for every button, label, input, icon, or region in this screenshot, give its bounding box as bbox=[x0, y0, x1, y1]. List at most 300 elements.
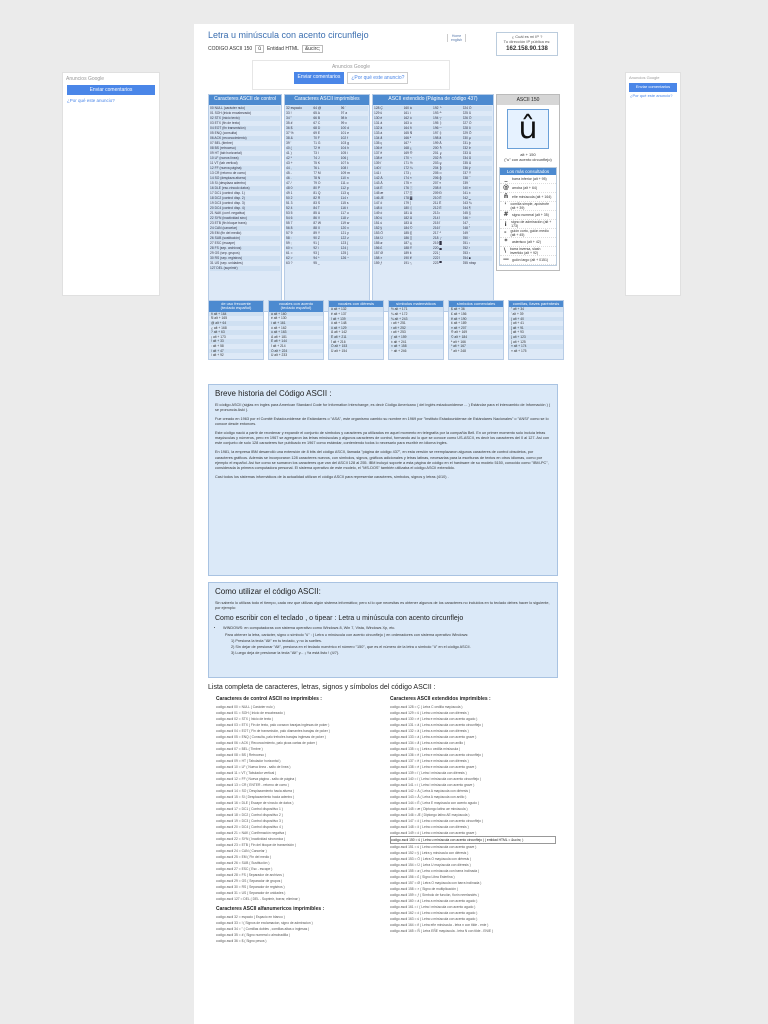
table-row[interactable]: 60 < bbox=[286, 246, 313, 251]
table-row[interactable]: 94 ^ bbox=[313, 256, 340, 261]
table-row[interactable]: ü alt + 129 bbox=[329, 326, 383, 331]
table-row[interactable]: 167 º bbox=[403, 140, 412, 145]
table-row[interactable]: 250 · bbox=[463, 236, 493, 241]
table-row[interactable]: 178 ▓ bbox=[404, 196, 434, 201]
table-row[interactable]: 46 . bbox=[286, 176, 313, 181]
table-row[interactable]: « alt + 174 bbox=[509, 344, 563, 349]
table-row[interactable]: 01 SOH (inicio encabezado) bbox=[210, 110, 252, 115]
list-item[interactable]: codigo ascii 05 = ENQ ( Consulta, palo treboles barajas inglesas de poker ) bbox=[216, 735, 326, 739]
table-row[interactable]: ) alt + 41 bbox=[511, 321, 524, 326]
table-row[interactable]: 50 2 bbox=[286, 196, 313, 201]
table-row[interactable]: 213 ı bbox=[433, 210, 441, 215]
table-row[interactable]: 92 \ bbox=[313, 246, 340, 251]
table-row[interactable]: Á alt + 181 bbox=[271, 334, 287, 339]
list-item[interactable]: codigo ascii 142 = Ä ( Letra A mayúscula con diéresis ) bbox=[390, 789, 470, 793]
table-row[interactable]: ] alt + 93 bbox=[511, 330, 524, 335]
list-item[interactable]: codigo ascii 159 = ƒ ( Símbolo de función, florín neerlandés ) bbox=[390, 893, 479, 897]
html-entity-box[interactable]: &ucirc; bbox=[302, 45, 323, 53]
table-row[interactable]: 131 â bbox=[374, 120, 383, 125]
table-row[interactable]: 76 L bbox=[313, 166, 340, 171]
table-row[interactable]: Ï alt + 216 bbox=[331, 339, 346, 344]
list-item[interactable]: codigo ascii 160 = á ( Letra a minúscula con acento agudo ) bbox=[390, 899, 478, 903]
table-row[interactable]: 194 ┬ bbox=[433, 116, 463, 121]
table-row[interactable]: 127 DEL (suprimir) bbox=[210, 266, 280, 271]
list-item[interactable]: codigo ascii 30 = RS ( Separador de registros ) bbox=[216, 885, 285, 889]
table-row[interactable]: 150 û bbox=[374, 216, 404, 221]
table-row[interactable]: 05 ENQ (consulta) bbox=[210, 130, 238, 135]
table-row[interactable]: 247 ¸ bbox=[462, 220, 471, 225]
table-row[interactable]: 161 í bbox=[403, 110, 411, 115]
table-row[interactable]: ® alt + 169 bbox=[451, 330, 468, 335]
table-row[interactable]: 135 ç bbox=[374, 140, 383, 145]
most-consulted-item[interactable] bbox=[500, 211, 556, 220]
table-row[interactable]: 197 ┼ bbox=[433, 130, 442, 135]
list-item[interactable]: codigo ascii 131 = â ( Letra a minúscula con acento circunflejo ) bbox=[390, 723, 484, 727]
list-item[interactable]: codigo ascii 143 = Å ( Letra A mayúscula con anillo ) bbox=[390, 795, 467, 799]
table-row[interactable]: ± alt + 241 bbox=[391, 339, 407, 344]
table-row[interactable]: 210 Ê bbox=[433, 196, 463, 201]
table-row[interactable]: 113 q bbox=[340, 190, 349, 195]
list-item[interactable]: codigo ascii 156 = £ ( Signo Libra Esterlina ) bbox=[390, 875, 455, 879]
table-row[interactable]: 53 5 bbox=[286, 210, 293, 215]
table-row[interactable]: 222 Ì bbox=[433, 256, 463, 261]
table-row[interactable]: 125 } bbox=[340, 250, 349, 255]
table-row[interactable]: 52 4 bbox=[286, 206, 313, 211]
table-row[interactable]: 112 p bbox=[341, 186, 368, 191]
table-row[interactable]: Ë alt + 211 bbox=[329, 335, 383, 340]
table-row[interactable]: 36 $ bbox=[286, 126, 313, 131]
list-item[interactable]: codigo ascii 13 = CR ( ENTER - retorno de carro ) bbox=[216, 783, 289, 787]
table-row[interactable]: é alt + 130 bbox=[271, 316, 287, 321]
table-row[interactable]: 226 Ô bbox=[463, 116, 493, 121]
table-row[interactable]: 221 ¦ bbox=[433, 250, 441, 255]
table-row[interactable]: 90 Z bbox=[313, 236, 340, 241]
table-row[interactable]: 235 Ù bbox=[462, 160, 472, 165]
table-row[interactable]: 75 K bbox=[313, 160, 321, 165]
list-item[interactable]: codigo ascii 18 = DC2 ( Control dispositivo 2 ) bbox=[216, 813, 283, 817]
table-row[interactable]: 212 È bbox=[433, 206, 463, 211]
list-item[interactable]: codigo ascii 153 = Ö ( Letra O mayúscula con diéresis ) bbox=[390, 857, 472, 861]
table-row[interactable]: 31 US (sep. unidades) bbox=[210, 260, 243, 265]
most-consulted-item[interactable] bbox=[500, 238, 556, 247]
table-row[interactable]: 148 ö bbox=[374, 206, 404, 211]
table-row[interactable]: 114 r bbox=[341, 196, 368, 201]
table-row[interactable]: 33 ! bbox=[286, 110, 292, 115]
table-row[interactable]: 171 ½ bbox=[403, 160, 413, 165]
table-row[interactable]: 122 z bbox=[341, 236, 368, 241]
table-row[interactable]: É alt + 144 bbox=[269, 339, 323, 344]
table-row[interactable]: 153 Ö bbox=[374, 230, 383, 235]
table-row[interactable]: 51 3 bbox=[286, 200, 293, 205]
table-row[interactable]: 189 ¢ bbox=[403, 250, 412, 255]
list-item[interactable]: codigo ascii 07 = BEL ( Timbre ) bbox=[216, 747, 263, 751]
table-row[interactable]: 44 , bbox=[286, 166, 313, 171]
table-row[interactable]: Ü alt + 154 bbox=[331, 348, 348, 353]
table-row[interactable]: 252 ³ bbox=[463, 246, 493, 251]
table-row[interactable]: 147 ô bbox=[374, 200, 383, 205]
table-row[interactable]: 181 Á bbox=[403, 210, 413, 215]
list-item[interactable]: codigo ascii 163 = ú ( Letra u minúscula con acento agudo ) bbox=[390, 917, 478, 921]
table-row[interactable]: 205 ═ bbox=[433, 170, 442, 175]
table-row[interactable]: 137 ë bbox=[374, 150, 383, 155]
table-row[interactable]: 35 # bbox=[286, 120, 293, 125]
table-row[interactable]: ³ alt + 252 bbox=[389, 326, 443, 331]
table-row[interactable]: 106 j bbox=[341, 156, 368, 161]
table-row[interactable]: 158 × bbox=[374, 256, 404, 261]
table-row[interactable]: 37 % bbox=[286, 130, 294, 135]
table-row[interactable]: 68 D bbox=[313, 126, 340, 131]
table-row[interactable]: 82 R bbox=[313, 196, 340, 201]
table-row[interactable]: 229 Õ bbox=[462, 130, 472, 135]
list-item[interactable]: codigo ascii 165 = Ñ ( Letra EÑE mayúscula - letra N con tilde - ENIE ) bbox=[390, 929, 494, 933]
table-row[interactable]: 223 ▀ bbox=[433, 260, 442, 265]
list-item[interactable]: codigo ascii 152 = ÿ ( Letra y minúscula con diéresis ) bbox=[390, 851, 469, 855]
table-row[interactable]: 224 Ó bbox=[463, 106, 493, 111]
most-consulted-item[interactable] bbox=[500, 193, 556, 202]
table-row[interactable]: / alt + 47 bbox=[209, 349, 263, 354]
list-item[interactable]: codigo ascii 14 = SO ( Desplazamiento hacia afuera ) bbox=[216, 789, 294, 793]
table-row[interactable]: 95 _ bbox=[313, 260, 320, 265]
table-row[interactable]: ñ alt + 164 bbox=[209, 312, 263, 317]
list-item[interactable]: codigo ascii 164 = ñ ( Letra eñe minúscula - letra n con tilde - enie ) bbox=[390, 923, 489, 927]
list-item[interactable]: codigo ascii 08 = BS ( Retroceso ) bbox=[216, 753, 266, 757]
list-item[interactable]: codigo ascii 154 = Ü ( Letra U mayúscula con diéresis ) bbox=[390, 863, 471, 867]
table-row[interactable]: 55 7 bbox=[286, 220, 293, 225]
list-item[interactable]: codigo ascii 04 = EOT ( Fin de transmisión, palo diamantes barajas de poker ) bbox=[216, 729, 330, 733]
list-item[interactable]: codigo ascii 157 = Ø ( Letra O mayúscula con barra inclinada ) bbox=[390, 881, 482, 885]
table-row[interactable]: 81 Q bbox=[313, 190, 321, 195]
table-row[interactable]: 43 + bbox=[286, 160, 293, 165]
table-row[interactable]: º alt + 167 bbox=[449, 344, 503, 349]
most-consulted-item[interactable] bbox=[500, 202, 556, 211]
table-row[interactable]: 79 O bbox=[313, 180, 321, 185]
table-row[interactable]: 132 ä bbox=[374, 126, 404, 131]
list-item[interactable]: codigo ascii 136 = ê ( Letra e minúscula con acento circunflejo ) bbox=[390, 753, 484, 757]
table-row[interactable]: 163 ú bbox=[403, 120, 412, 125]
table-row[interactable]: 240 ≡ bbox=[463, 186, 493, 191]
table-row[interactable]: ª alt + 166 bbox=[451, 339, 466, 344]
list-item[interactable]: codigo ascii 15 = SI ( Desplazamiento hacia adentro ) bbox=[216, 795, 295, 799]
table-row[interactable]: Ö alt + 153 bbox=[329, 344, 383, 349]
table-row[interactable]: 15 SI (desplaza adentro) bbox=[210, 180, 247, 185]
list-item[interactable]: codigo ascii 35 = # ( Signo numeral o almohadilla ) bbox=[216, 933, 290, 937]
table-row[interactable]: 61 = bbox=[286, 250, 293, 255]
table-row[interactable]: 241 ± bbox=[462, 190, 471, 195]
list-item[interactable]: codigo ascii 155 = ø ( Letra o minúscula con barra inclinada ) bbox=[390, 869, 480, 873]
table-row[interactable]: 107 k bbox=[340, 160, 349, 165]
table-row[interactable]: 186 ║ bbox=[404, 236, 434, 241]
table-row[interactable]: 80 P bbox=[313, 186, 340, 191]
list-item[interactable]: codigo ascii 17 = DC1 ( Control dispositivo 1 ) bbox=[216, 807, 283, 811]
table-row[interactable]: 101 e bbox=[340, 130, 349, 135]
table-row[interactable]: 145 æ bbox=[374, 190, 384, 195]
list-item[interactable]: codigo ascii 36 = $ ( Signo pesos ) bbox=[216, 939, 267, 943]
table-row[interactable]: 228 õ bbox=[463, 126, 493, 131]
table-row[interactable]: 207 ¤ bbox=[433, 180, 442, 185]
table-row[interactable]: 99 c bbox=[340, 120, 347, 125]
table-row[interactable]: 88 X bbox=[313, 226, 340, 231]
table-row[interactable]: ² alt + 253 bbox=[391, 330, 406, 335]
table-row[interactable]: 199 Ã bbox=[433, 140, 442, 145]
table-row[interactable]: 41 ) bbox=[286, 150, 292, 155]
table-row[interactable]: 19 DC3 (control disp. 3) bbox=[210, 200, 245, 205]
list-item[interactable]: codigo ascii 10 = LF ( Nueva línea - salto de línea ) bbox=[216, 765, 291, 769]
table-row[interactable]: 39 ' bbox=[286, 140, 292, 145]
table-row[interactable]: 208 ð bbox=[433, 186, 463, 191]
table-row[interactable]: 13 CR (retorno de carro) bbox=[210, 170, 246, 175]
table-row[interactable]: 09 HT (tab horizontal) bbox=[210, 150, 242, 155]
table-row[interactable]: 38 & bbox=[286, 136, 313, 141]
table-row[interactable]: 74 J bbox=[313, 156, 340, 161]
list-item[interactable]: codigo ascii 26 = SUB ( Sustitución ) bbox=[216, 861, 270, 865]
table-row[interactable]: 26 SUB (sustitución) bbox=[210, 236, 280, 241]
list-item[interactable]: codigo ascii 147 = ô ( Letra o minúscula con acento circunflejo ) bbox=[390, 819, 484, 823]
table-row[interactable]: 187 ╗ bbox=[403, 240, 413, 245]
table-row[interactable]: ! alt + 33 bbox=[209, 339, 263, 344]
table-row[interactable]: 164 ñ bbox=[404, 126, 434, 131]
table-row[interactable]: 83 S bbox=[313, 200, 321, 205]
table-row[interactable]: 177 ▒ bbox=[403, 190, 413, 195]
ad-feedback-button[interactable]: Enviar comentarios bbox=[629, 83, 677, 92]
most-consulted-item[interactable] bbox=[500, 247, 556, 256]
table-row[interactable]: 218 ┌ bbox=[433, 236, 463, 241]
table-row[interactable]: 152 ÿ bbox=[374, 226, 404, 231]
table-row[interactable]: ( alt + 40 bbox=[509, 317, 563, 322]
table-row[interactable]: 100 d bbox=[341, 126, 368, 131]
table-row[interactable]: 123 { bbox=[340, 240, 349, 245]
table-row[interactable]: 63 ? bbox=[286, 260, 293, 265]
table-row[interactable]: 249 ¨ bbox=[462, 230, 471, 235]
table-row[interactable]: 160 á bbox=[404, 106, 434, 111]
ad-why-link[interactable]: ¿Por qué este anuncio? bbox=[347, 72, 408, 84]
list-item[interactable]: codigo ascii 01 = SOH ( Inicio de encabezado ) bbox=[216, 711, 285, 715]
table-row[interactable]: 59 ; bbox=[286, 240, 292, 245]
table-row[interactable]: ¤ alt + 207 bbox=[449, 326, 503, 331]
table-row[interactable]: 166 ª bbox=[404, 136, 434, 141]
ad-why-link[interactable]: ¿Por qué este anuncio? bbox=[67, 98, 115, 103]
table-row[interactable]: 69 E bbox=[313, 130, 321, 135]
list-item[interactable]: codigo ascii 27 = ESC ( Esc - escape ) bbox=[216, 867, 273, 871]
most-consulted-item[interactable] bbox=[500, 229, 556, 238]
list-item[interactable]: codigo ascii 09 = HT ( Tabulador horizontal ) bbox=[216, 759, 281, 763]
table-row[interactable]: £ alt + 156 bbox=[451, 311, 467, 316]
table-row[interactable]: á alt + 160 bbox=[269, 312, 323, 317]
list-item[interactable]: codigo ascii 25 = EM ( Fin del medio ) bbox=[216, 855, 272, 859]
table-row[interactable]: 162 ó bbox=[404, 116, 434, 121]
most-consulted-item[interactable] bbox=[500, 175, 556, 184]
table-row[interactable]: ¹ alt + 251 bbox=[391, 321, 406, 326]
table-row[interactable]: 216 Ï bbox=[433, 226, 463, 231]
table-row[interactable]: » alt + 175 bbox=[511, 348, 527, 353]
table-row[interactable]: 07 BEL (timbre) bbox=[210, 140, 233, 145]
table-row[interactable]: 29 GS (sep. grupos) bbox=[210, 250, 240, 255]
table-row[interactable]: 111 o bbox=[340, 180, 349, 185]
table-row[interactable]: 23 ETB (fin bloque trans) bbox=[210, 220, 247, 225]
list-item[interactable]: codigo ascii 138 = è ( Letra e minúscula con acento grave ) bbox=[390, 765, 477, 769]
list-item[interactable]: codigo ascii 158 = × ( Signo de multiplicación ) bbox=[390, 887, 458, 891]
list-item[interactable]: codigo ascii 127 = DEL ( DEL - Suprimir, borrar, eliminar ) bbox=[216, 897, 300, 901]
table-row[interactable]: 154 Ü bbox=[374, 236, 404, 241]
list-item[interactable]: codigo ascii 139 = ï ( Letra i minúscula con diéresis ) bbox=[390, 771, 467, 775]
table-row[interactable]: 28 FS (sep. archivos) bbox=[210, 246, 280, 251]
table-row[interactable]: 73 I bbox=[313, 150, 319, 155]
table-row[interactable]: 179 │ bbox=[403, 200, 412, 205]
table-row[interactable]: 62 > bbox=[286, 256, 313, 261]
table-row[interactable]: 204 ╠ bbox=[433, 166, 463, 171]
table-row[interactable]: × alt + 158 bbox=[389, 344, 443, 349]
table-row[interactable]: 206 ╬ bbox=[433, 176, 463, 181]
table-row[interactable]: 231 þ bbox=[462, 140, 471, 145]
table-row[interactable]: 116 t bbox=[341, 206, 368, 211]
table-row[interactable]: 246 ÷ bbox=[463, 216, 493, 221]
table-row[interactable]: ' alt + 39 bbox=[511, 311, 524, 316]
table-row[interactable]: Ä alt + 142 bbox=[331, 330, 347, 335]
table-row[interactable]: 242 ‗ bbox=[463, 196, 493, 201]
table-row[interactable]: 248 ° bbox=[463, 226, 493, 231]
table-row[interactable]: 48 0 bbox=[286, 186, 313, 191]
table-row[interactable]: 169 ® bbox=[403, 150, 413, 155]
table-row[interactable]: 12 FF (nueva página) bbox=[210, 166, 280, 171]
table-row[interactable]: 151 ù bbox=[374, 220, 383, 225]
table-row[interactable]: ¥ alt + 190 bbox=[449, 317, 503, 322]
table-row[interactable]: Ú alt + 233 bbox=[271, 353, 288, 358]
table-row[interactable]: Í alt + 214 bbox=[271, 343, 286, 348]
table-row[interactable]: ë alt + 137 bbox=[331, 311, 347, 316]
table-row[interactable]: 49 1 bbox=[286, 190, 293, 195]
list-item[interactable]: codigo ascii 128 = Ç ( Letra C cedilla mayúscula ) bbox=[390, 705, 463, 709]
list-item[interactable]: codigo ascii 22 = SYN ( Inactividad síncronica ) bbox=[216, 837, 285, 841]
table-row[interactable]: 236 ý bbox=[463, 166, 493, 171]
table-row[interactable]: 06 ACK (reconocimiento) bbox=[210, 136, 280, 141]
table-row[interactable]: 190 ¥ bbox=[404, 256, 434, 261]
table-row[interactable]: 119 w bbox=[340, 220, 350, 225]
table-row[interactable]: : alt + 58 bbox=[211, 343, 224, 348]
table-row[interactable]: ½ alt + 171 bbox=[389, 307, 443, 312]
table-row[interactable]: 70 F bbox=[313, 136, 340, 141]
table-row[interactable]: 157 Ø bbox=[374, 250, 383, 255]
table-row[interactable]: 198 ã bbox=[433, 136, 463, 141]
list-item[interactable]: codigo ascii 132 = ä ( Letra a minúscula con diéresis ) bbox=[390, 729, 469, 733]
table-row[interactable]: 11 VT (tab vertical) bbox=[210, 160, 238, 165]
list-item[interactable]: codigo ascii 02 = STX ( Inicio de texto ) bbox=[216, 717, 274, 721]
table-row[interactable]: 183 À bbox=[403, 220, 413, 225]
table-row[interactable]: 215 Î bbox=[433, 220, 441, 225]
table-row[interactable]: 22 SYN (inactividad sínc) bbox=[210, 216, 280, 221]
table-row[interactable]: 200 ╚ bbox=[433, 146, 463, 151]
table-row[interactable]: 128 Ç bbox=[374, 106, 404, 111]
table-row[interactable]: 149 ò bbox=[374, 210, 383, 215]
table-row[interactable]: ¢ alt + 189 bbox=[451, 321, 467, 326]
table-row[interactable]: 182 Â bbox=[404, 216, 434, 221]
list-item[interactable]: codigo ascii 133 = à ( Letra a minúscula con acento grave ) bbox=[390, 735, 477, 739]
list-item[interactable]: codigo ascii 129 = ü ( Letra u minúscula con diéresis ) bbox=[390, 711, 469, 715]
list-item[interactable]: codigo ascii 141 = ì ( Letra i minúscula con acento grave ) bbox=[390, 783, 475, 787]
table-row[interactable]: 192 └ bbox=[433, 106, 463, 111]
table-row[interactable]: 209 Ð bbox=[433, 190, 442, 195]
table-row[interactable]: 18 DC2 (control disp. 2) bbox=[210, 196, 280, 201]
ad-feedback-button[interactable]: Enviar comentarios bbox=[294, 72, 345, 84]
left-ad[interactable] bbox=[62, 72, 160, 296]
table-row[interactable]: 56 8 bbox=[286, 226, 313, 231]
table-row[interactable]: 214 Í bbox=[433, 216, 463, 221]
table-row[interactable]: Ó alt + 224 bbox=[269, 349, 323, 354]
highlighted-list-item[interactable]: codigo ascii 150 = û ( Letra u minúscula con acento circunflejo ) ( entidad HTML = &ucirc; ) bbox=[390, 836, 556, 844]
table-row[interactable]: 237 Ý bbox=[462, 170, 472, 175]
table-row[interactable]: 25 EM (fin del medio) bbox=[210, 230, 242, 235]
table-row[interactable]: 121 y bbox=[340, 230, 349, 235]
table-row[interactable]: 67 C bbox=[313, 120, 321, 125]
list-item[interactable]: codigo ascii 28 = FS ( Separador de archivos ) bbox=[216, 873, 284, 877]
table-row[interactable]: 175 » bbox=[403, 180, 412, 185]
table-row[interactable]: 155 ø bbox=[374, 240, 383, 245]
table-row[interactable]: 142 Ä bbox=[374, 176, 404, 181]
table-row[interactable]: 172 ¼ bbox=[404, 166, 434, 171]
table-row[interactable]: 110 n bbox=[341, 176, 368, 181]
table-row[interactable]: ¾ alt + 243 bbox=[389, 317, 443, 322]
table-row[interactable]: ? alt + 63 bbox=[209, 330, 263, 335]
table-row[interactable]: Ñ alt + 165 bbox=[211, 316, 228, 321]
table-row[interactable]: 251 ¹ bbox=[462, 240, 471, 245]
table-row[interactable]: 219 █ bbox=[433, 240, 442, 245]
table-row[interactable]: 255 nbsp bbox=[462, 260, 477, 265]
table-row[interactable]: 115 s bbox=[340, 200, 349, 205]
table-row[interactable]: ¿ alt + 168 bbox=[211, 325, 227, 330]
table-row[interactable]: 21 NAK (conf. negativa) bbox=[210, 210, 246, 215]
table-row[interactable]: 85 U bbox=[313, 210, 321, 215]
table-row[interactable]: 08 BS (retroceso) bbox=[210, 146, 280, 151]
table-row[interactable]: ¡ alt + 173 bbox=[211, 334, 226, 339]
table-row[interactable]: 04 EOT (fin transmisión) bbox=[210, 126, 280, 131]
list-item[interactable]: codigo ascii 00 = NULL ( Carácter nulo ) bbox=[216, 705, 275, 709]
table-row[interactable]: 108 l bbox=[341, 166, 368, 171]
table-row[interactable]: 234 Û bbox=[463, 156, 493, 161]
list-item[interactable]: codigo ascii 32 = espacio ( Espacio en blanco ) bbox=[216, 915, 285, 919]
table-row[interactable]: ï alt + 139 bbox=[329, 317, 383, 322]
table-row[interactable]: 254 ■ bbox=[463, 256, 493, 261]
table-row[interactable]: 211 Ë bbox=[433, 200, 442, 205]
table-row[interactable]: 134 å bbox=[374, 136, 404, 141]
table-row[interactable]: 30 RS (sep. registros) bbox=[210, 256, 280, 261]
table-row[interactable]: 98 b bbox=[341, 116, 368, 121]
table-row[interactable]: 104 h bbox=[341, 146, 368, 151]
table-row[interactable]: 185 ╣ bbox=[403, 230, 413, 235]
table-row[interactable]: 120 x bbox=[341, 226, 368, 231]
table-row[interactable]: 188 ╝ bbox=[404, 246, 434, 251]
list-item[interactable]: codigo ascii 161 = í ( Letra i minúscula con acento agudo ) bbox=[390, 905, 476, 909]
table-row[interactable]: 191 ┐ bbox=[403, 260, 413, 265]
table-row[interactable]: 84 T bbox=[313, 206, 340, 211]
table-row[interactable]: 103 g bbox=[340, 140, 349, 145]
table-row[interactable]: 45 - bbox=[286, 170, 292, 175]
table-row[interactable]: 180 ┤ bbox=[404, 206, 434, 211]
list-item[interactable]: codigo ascii 03 = ETX ( Fin de texto, palo corazon barajas inglesas de poker ) bbox=[216, 723, 330, 727]
table-row[interactable]: [ alt + 91 bbox=[509, 326, 563, 331]
table-row[interactable]: 17 DC1 (control disp. 1) bbox=[210, 190, 245, 195]
table-row[interactable]: 64 @ bbox=[313, 106, 340, 111]
table-row[interactable]: 78 N bbox=[313, 176, 340, 181]
table-row[interactable]: @ alt + 64 bbox=[209, 321, 263, 326]
table-row[interactable]: 195 ├ bbox=[433, 120, 442, 125]
table-row[interactable]: 159 ƒ bbox=[374, 260, 383, 265]
table-row[interactable]: 65 A bbox=[313, 110, 320, 115]
table-row[interactable]: \ alt + 92 bbox=[211, 353, 224, 358]
table-row[interactable]: 66 B bbox=[313, 116, 340, 121]
list-item[interactable]: codigo ascii 19 = DC3 ( Control dispositivo 3 ) bbox=[216, 819, 283, 823]
table-row[interactable]: 156 £ bbox=[374, 246, 404, 251]
table-row[interactable]: 86 V bbox=[313, 216, 340, 221]
table-row[interactable]: 245 § bbox=[462, 210, 471, 215]
table-row[interactable]: 130 é bbox=[374, 116, 404, 121]
